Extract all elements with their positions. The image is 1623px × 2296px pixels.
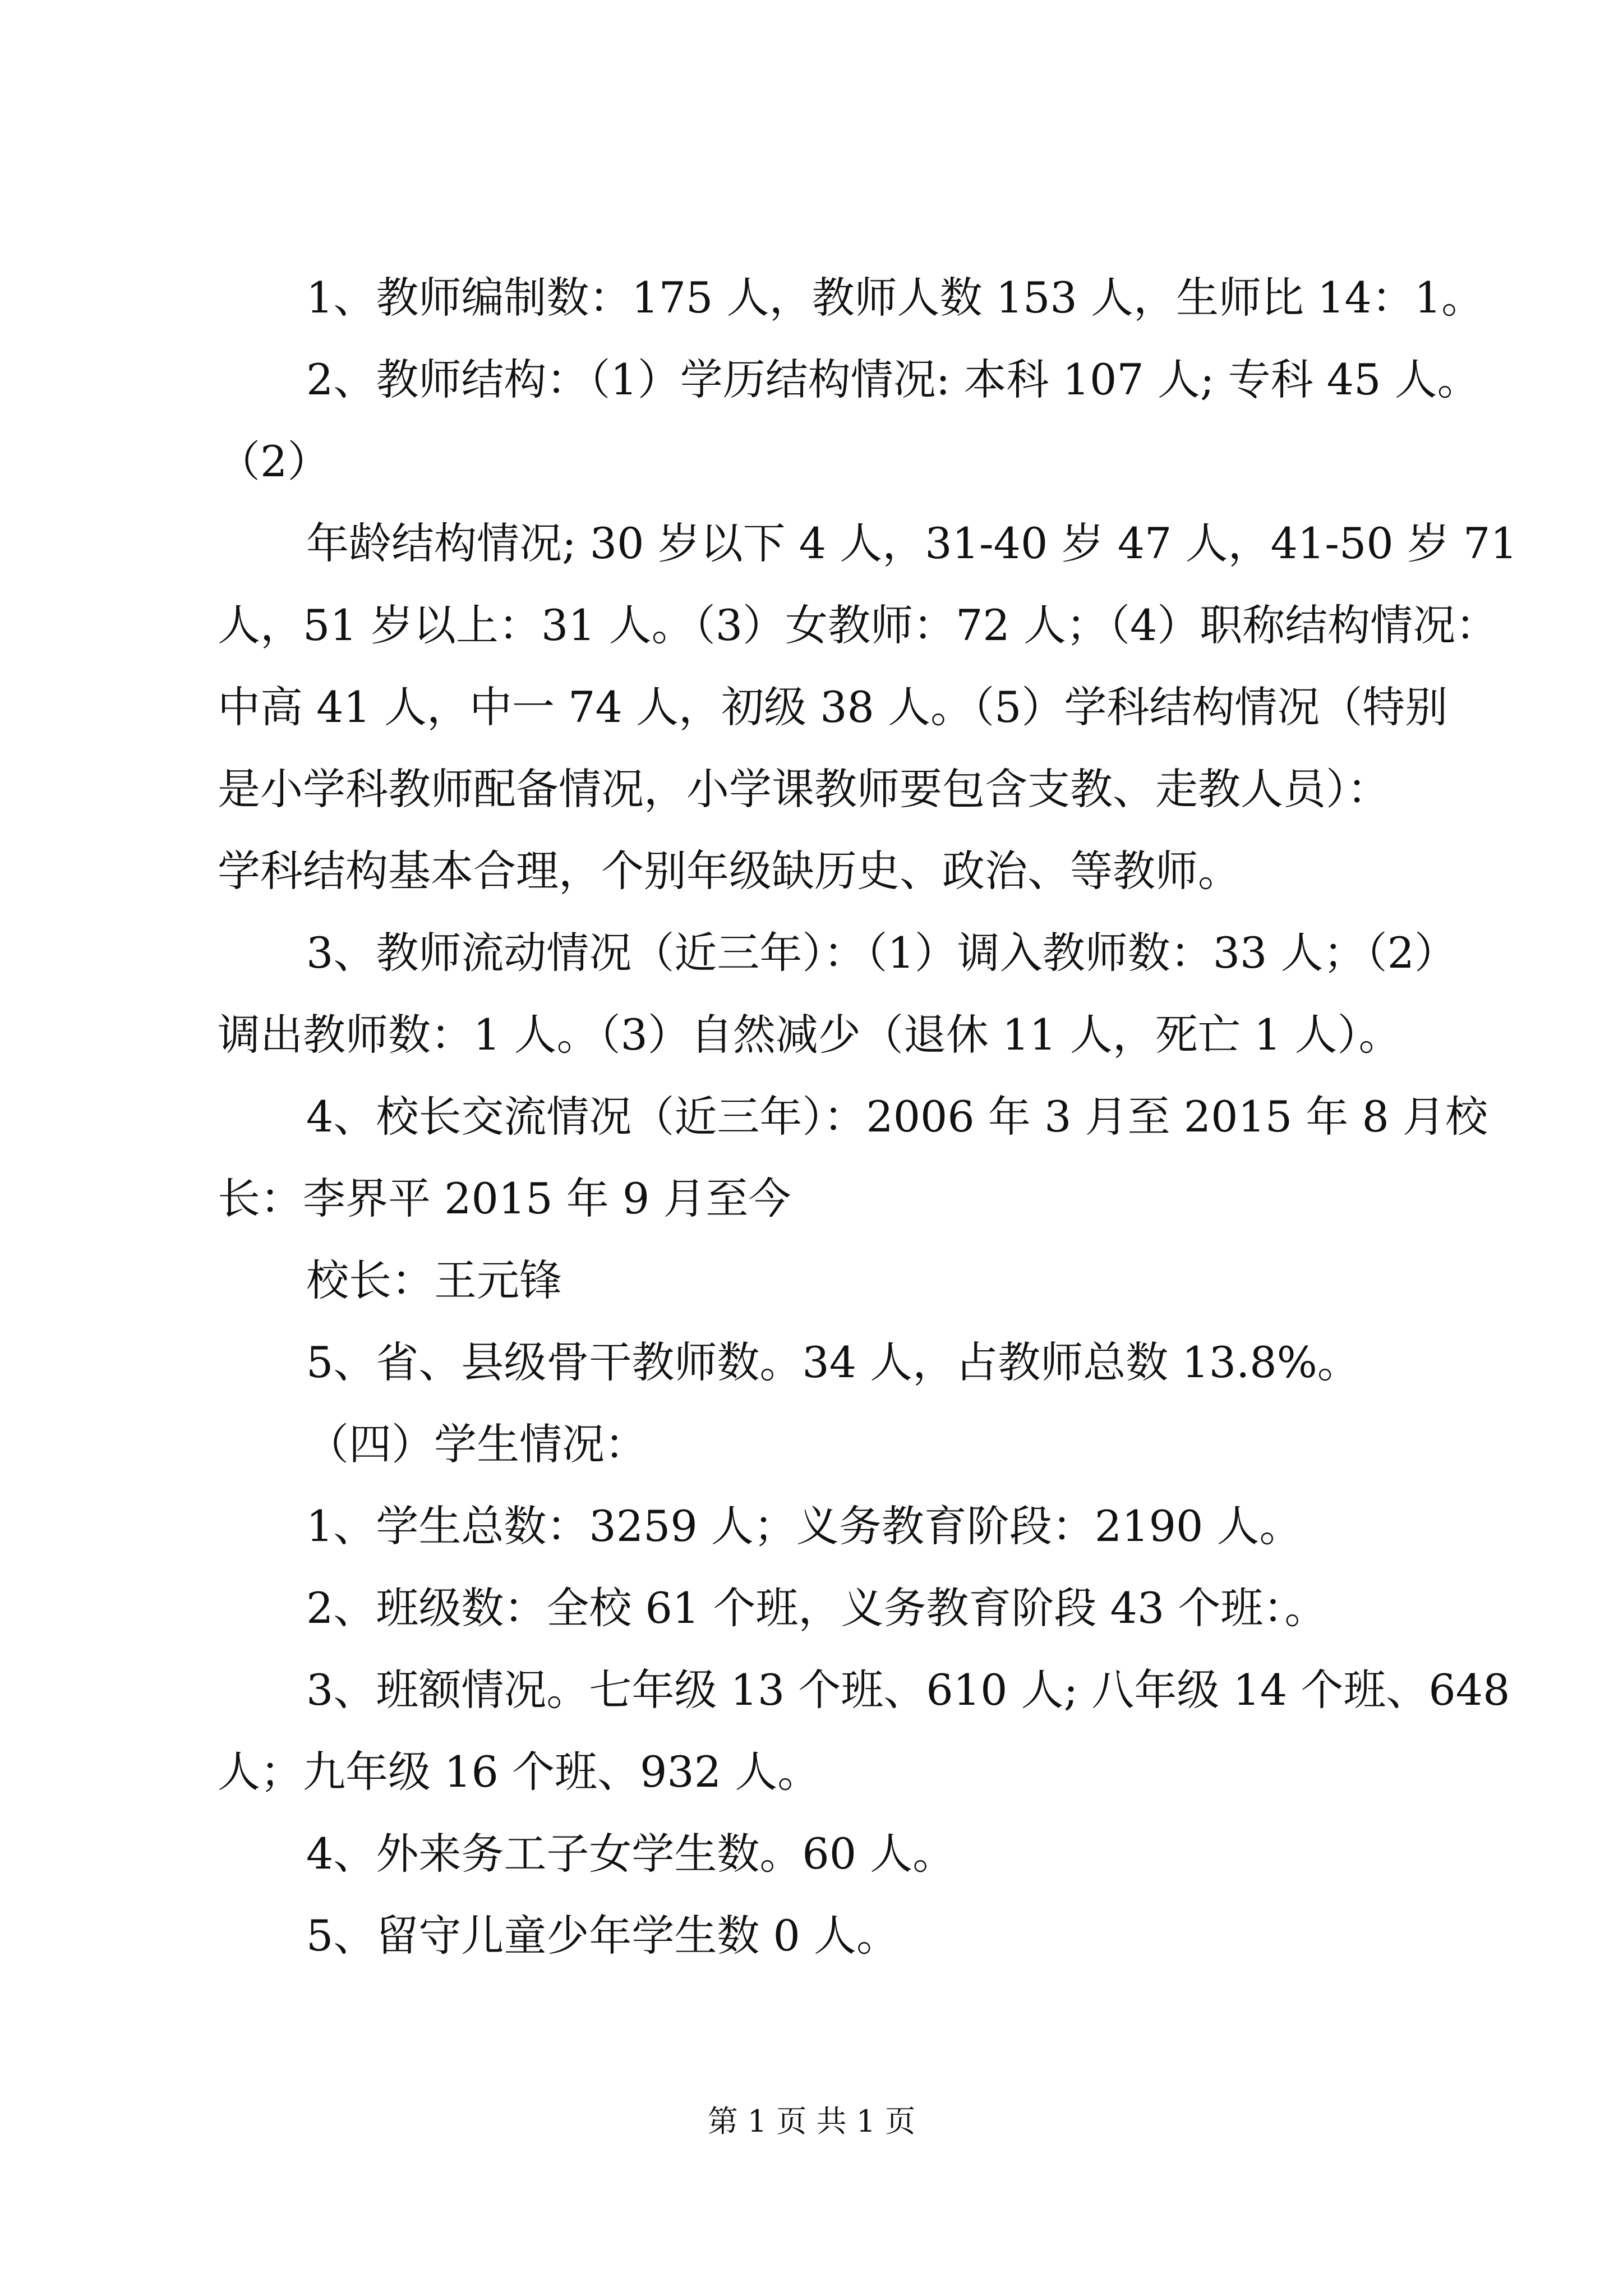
text-line: 3、教师流动情况（近三年）：（1）调入教师数：33 人；（2） <box>306 928 1457 978</box>
text-line: 年龄结构情况; 30 岁以下 4 人，31-40 岁 47 人，41-50 岁 71 <box>306 518 1518 568</box>
text-line: 长：李界平 2015 年 9 月至今 <box>218 1174 791 1223</box>
text-line: 1、教师编制数：175 人，教师人数 153 人，生师比 14：1。 <box>306 273 1484 323</box>
text-line: 3、班额情况。七年级 13 个班、610 人; 八年级 14 个班、648 <box>306 1665 1510 1715</box>
text-line: 调出教师数：1 人。（3）自然减少（退休 11 人，死亡 1 人）。 <box>218 1010 1401 1060</box>
text-line: （2） <box>218 436 330 486</box>
text-line: 学科结构基本合理，个别年级缺历史、政治、等教师。 <box>218 846 1241 896</box>
text-line: 校长：王元锋 <box>306 1255 562 1305</box>
text-line: 人；九年级 16 个班、932 人。 <box>218 1747 820 1797</box>
text-line: 4、校长交流情况（近三年）：2006 年 3 月至 2015 年 8 月校 <box>306 1092 1488 1142</box>
text-line: 5、留守儿童少年学生数 0 人。 <box>306 1911 900 1961</box>
text-line: 是小学科教师配备情况，小学课教师要包含支教、走教人员）： <box>218 764 1390 814</box>
text-line: 4、外来务工子女学生数。60 人。 <box>306 1829 956 1879</box>
text-line: 中高 41 人，中一 74 人，初级 38 人。（5）学科结构情况（特别 <box>218 682 1448 732</box>
text-line: 1、学生总数：3259 人；义务教育阶段：2190 人。 <box>306 1501 1302 1551</box>
text-line: 人，51 岁以上：31 人。（3）女教师：72 人；（4）职称结构情况： <box>218 600 1498 650</box>
text-line: 5、省、县级骨干教师数。34 人，占教师总数 13.8%。 <box>306 1337 1360 1387</box>
text-line: 2、教师结构：（1）学历结构情况: 本科 107 人; 专科 45 人。 <box>306 355 1480 404</box>
text-line: 2、班级数：全校 61 个班，义务教育阶段 43 个班：。 <box>306 1583 1327 1633</box>
section-heading: （四）学生情况： <box>306 1419 647 1469</box>
page-footer: 第 1 页 共 1 页 <box>707 2104 916 2139</box>
document-body <box>218 257 1518 1977</box>
